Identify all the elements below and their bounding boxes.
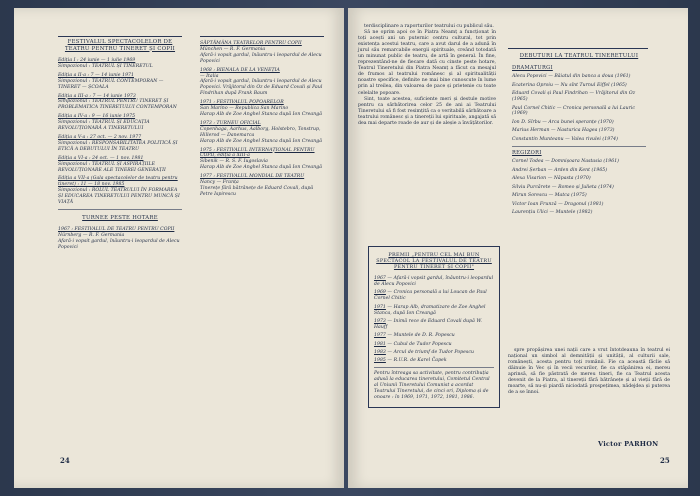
entry-head: 1977 : FESTIVALUL MONDIAL DE TEATRU xyxy=(200,174,305,180)
entry-head: Ediția a VI-a : 24 oct. — 1 nov. 1981 xyxy=(58,155,144,161)
paragraph: terdisciplinare a raporturilor teatrului cu publicul său. xyxy=(364,24,494,29)
entry-body: Simpozionul : TEATRUL PENTRU TINERET ȘI PROBLEMATICA TINERETULUI CONTEMPORAN xyxy=(58,99,177,111)
entry-tail: Afară-i vopsit gardul, înăuntru-i leopardul de Alecu Popovici xyxy=(200,52,322,64)
entry-body: Simpozionul : RESPONSABILITATEA POLITICĂ ȘI ETICĂ A DEBUTULUI ÎN TEATRU xyxy=(58,140,178,152)
list-item: Mirun Sorescu — Matca (1975) xyxy=(512,193,587,199)
list-item: Laurențiu Ulici — Muntele (1982) xyxy=(512,209,593,215)
award-item xyxy=(374,333,494,339)
list-item xyxy=(58,73,182,91)
list-item: Constantin Munteanu — Valea rivulei (1974) xyxy=(512,136,618,142)
list-item: Ion D. Sîrbu — Arca bunei speranțe (1970) xyxy=(512,119,614,125)
list-item: Victor Ioan Frunză — Dragonul (1981) xyxy=(512,201,604,207)
right-page xyxy=(348,8,688,488)
regizori-heading: REGIZORI xyxy=(512,149,542,156)
paragraph: Să ne oprim apoi ce în Piatra Neamț a funcționat în toți acești ani un puternic centru cultural, tot prin existența acestui teatru, care a avut darul de a adună în jurul său remarcabile energii spirituale, creând totodată un minunat public de teatru, de artă în general. În fine, reprezentând-ne de fiecare dată cu cinste peste hotare, Teatrul Tineretului din Piatra Neamț a făcut ca mesajul de frumos al teatrului românesc și al spiritualității noastre specifice, definite ne mai bine cunoscute în lume prin al treilea, din valoarea de pace și prietenie cu toate celelalte popoare. xyxy=(358,30,496,96)
entry-body: Copenhaga, Aarhus, Aalborg, Holstebro, Tonstrup, Hillerod — Danemarca xyxy=(200,126,321,138)
entry-body: Simpozionul : TEATRUL ȘI ASPIRAȚIILE REVOLUȚIONARE ALE TINEREI GENERAȚII xyxy=(58,161,166,173)
list-item: Ecaterina Oproiu — Nu sînt Turnul Eiffel (1965) xyxy=(512,82,627,88)
entry-head: SĂPTĂMÂNA TEATRELOR PENTRU COPII xyxy=(200,41,302,46)
festival-column xyxy=(58,37,182,254)
tours-column xyxy=(200,41,324,201)
paragraph: spre propășirea unei nații care a vrut întotdeauna în teatrul ei național un simbol al demnității și unității, al culturii sale, românești, acesta pentru toți românii. Fie ca această făclie să dăinuie în Vec și în vecii vecurilor, fie ca stăpânirea ei, mereu aprinsă, să fie păstrată de mereu tineri, fie ca Teatrul acesta devenit de la Piatra, al tinereții fără bătrânețe și al vieții fără de moarte, să nu-și piardă niciodată prospețimea, nădejdea și puterea de a se înnoi. xyxy=(508,348,670,396)
award-title: — R.U.R. de Karel Čapek xyxy=(385,358,447,364)
entry-body: Simpozionul : TEATRUL ȘI TINERETUL xyxy=(58,63,153,69)
entry-head: 1973 : TURNEU OFICIAL xyxy=(200,120,261,126)
list-item: Paul Cornel Chitic — Cronica personală a lui Lauric (1969) xyxy=(512,105,636,117)
divider xyxy=(374,367,494,368)
debuts-title: DEBUTURI LA TEATRUL TINERETULUI xyxy=(519,53,639,59)
entry-body: Simpozionul : TEATRUL CONTEMPORAN — TINERET — ȘCOALA xyxy=(58,78,164,90)
list-item xyxy=(200,41,324,65)
list-item xyxy=(58,58,182,70)
award-item xyxy=(374,290,494,302)
list-item: Eduard Covali și Paul Findrihan — Vrăjitorul din Oz (1965) xyxy=(512,91,636,103)
festival-edition-list xyxy=(58,58,182,206)
award-year: 1983 xyxy=(374,350,386,356)
entry-head: Ediția a VII-a (Gala spectacolelor de teatru pentru tineret) : 11 — 18 nov. 1985 xyxy=(58,176,178,188)
award-title: — Cubul de Tudor Popescu xyxy=(385,341,452,347)
award-year: 1969 xyxy=(374,290,386,296)
list-item: Alexa Visarion — Năpasta (1970) xyxy=(512,176,591,182)
awards-title: PREMII „PENTRU CEL MAI BUN SPECTACOL LA FESTIVALUL DE TEATRU PENTRU TINERET ȘI COPII" xyxy=(376,252,492,270)
entry-tail: Afară-i vopsit gardul, înăuntru-i leopardul de Alecu Popovici. Vrăjitorul din Oz de Eduard Covali și Paul Findrihan după Frank Baum xyxy=(200,79,323,97)
list-item: Andrei Șerban — Arden din Kent (1965) xyxy=(512,167,608,173)
list-item: Cornel Todea — Domnișoara Nastasia (1961) xyxy=(512,159,620,165)
awards-list xyxy=(374,276,494,364)
entry-tail: Tinerețe fără bătrânețe de Eduard Covali, după Petre Ispirescu xyxy=(200,185,314,197)
awards-content xyxy=(374,250,494,403)
entry-head: Ediția I : 24 iunie — 1 iulie 1969 xyxy=(58,58,136,63)
award-title: — Cronica personală a lui Loucan de Paul Cornel Chitic xyxy=(374,290,487,302)
entry-body: Nürnberg — R. F. Germania xyxy=(58,233,125,239)
award-item xyxy=(374,350,494,356)
list-item xyxy=(58,176,182,206)
award-title: — Afară-i vopsit gardul, înăuntru-i leopardul de Alecu Popovici xyxy=(374,276,494,287)
tours-title: TURNEE PESTE HOTARE xyxy=(82,214,158,221)
award-item xyxy=(374,276,494,288)
entry-head: Ediția a IV-a : 9 — 16 iunie 1975 xyxy=(58,114,136,120)
entry-body: Nancy — Franța xyxy=(200,180,239,186)
festival-title: FESTIVALUL SPECTACOLELOR DE TEATRU PENTRU TINERET ȘI COPII xyxy=(64,39,176,52)
list-item xyxy=(58,135,182,153)
entry-body: Simpozionul : TEATRUL ȘI EDUCAȚIA REVOLUȚIONARĂ A TINERETULUI xyxy=(58,120,150,132)
festival-box xyxy=(58,36,182,447)
list-item xyxy=(200,174,324,198)
article-text-top xyxy=(358,24,496,127)
tours-box xyxy=(200,36,324,447)
award-year: 1971 xyxy=(374,304,386,310)
award-year: 1973 xyxy=(374,318,386,324)
entry-tail: Harap Alb de Zoe Anghel Stanca după Ion Creangă xyxy=(200,165,323,171)
entry-body: Simpozionul : ROLUL TEATRULUI ÎN FORMAREA ȘI EDUCAREA TINERETULUI PENTRU MUNCĂ ȘI VIAȚĂ xyxy=(58,188,180,206)
debuts-content xyxy=(512,51,646,218)
list-item xyxy=(200,121,324,145)
entry-tail: Harap Alb de Zoe Anghel Stanca după Ion Creangă xyxy=(200,138,323,144)
entry-head: Ediția a III-a : 7 — 14 iunie 1973 xyxy=(58,93,136,99)
dramaturgi-heading: DRAMATURGI xyxy=(512,64,553,71)
paragraph: Sint, toate acestea, suficiente meri și destule motive pentru ca sărbătorirea celor 25 de ani ai Teatrului Tineretului să fi fost resimțită ca o veritabilă sărbătoare a teatrului românesc și a tinereții lui spirituale, angajată să dea mai departe roade de aur și de aleșie a învățătorilor. xyxy=(358,96,496,126)
author-signature: Victor PARHON xyxy=(598,440,659,448)
page-number-right: 25 xyxy=(660,456,670,465)
awards-note: Pentru întreaga sa activitate, pentru contribuția adusă la educarea tineretului, Comitetul Central al Uniunii Tineretului Comunist a acordat Teatrului Tineretului, de cinci ori, Diploma și de onoare : în 1969, 1971, 1972, 1981, 1986. xyxy=(374,371,490,400)
award-item xyxy=(374,305,494,317)
entry-tail: Afară-i vopsit gardul, înăuntru-i leopardul de Alecu Popovici xyxy=(58,239,180,251)
list-item xyxy=(200,68,324,98)
divider xyxy=(58,209,182,210)
entry-head: Ediția a II-a : 7 — 14 iunie 1971 xyxy=(58,72,134,78)
list-item: Alecu Popovici — Băiatul din banca a doua (1961) xyxy=(512,74,631,80)
entry-body: — Italia xyxy=(200,73,219,79)
awards-box xyxy=(368,246,500,408)
entry-head: 1968 : BIENALA DE LA VENEȚIA xyxy=(200,67,280,73)
entry-head: Ediția a V-a : 27 oct. — 2 nov. 1977 xyxy=(58,134,142,140)
entry-body: München — R. F. Germania xyxy=(200,46,266,52)
award-title: — Muntele de D. R. Popescu xyxy=(385,333,455,339)
entry-tail: Harap Alb de Zoe Anghel Stanca după Ion Creangă xyxy=(200,111,323,117)
list-item: Marius Herman — Nasturica Hagea (1973) xyxy=(512,128,615,134)
list-item xyxy=(200,148,324,172)
list-item xyxy=(58,227,182,251)
entry-body: San Marino — Republica San Marino xyxy=(200,106,289,112)
award-title: — Inimă rece de Eduard Covali după W. Hauff xyxy=(374,318,482,330)
list-item xyxy=(200,100,324,118)
list-item xyxy=(58,156,182,174)
award-title: — Harap Alb, dramatizare de Zoe Anghel Stanca, după Ion Creangă xyxy=(374,304,486,316)
list-item: Silviu Purcărete — Romeo și Julieta (1974) xyxy=(512,184,614,190)
tours-list xyxy=(58,227,182,251)
award-title: — Arcul de triumf de Tudor Popescu xyxy=(385,350,474,356)
award-item xyxy=(374,342,494,348)
award-year: 1985 xyxy=(374,358,386,364)
award-year: 1977 xyxy=(374,333,386,339)
award-year: 1981 xyxy=(374,341,386,347)
debuts-box xyxy=(508,48,648,343)
divider xyxy=(512,146,646,147)
entry-body: Sibenik — R. S. F. Iugoslavia xyxy=(200,159,268,165)
entry-head: 1971 : FESTIVALUL POPOARELOR xyxy=(200,100,284,106)
dramaturgi-list xyxy=(512,74,646,142)
award-item xyxy=(374,358,494,364)
regizori-list xyxy=(512,159,646,215)
page-number-left: 24 xyxy=(60,456,70,465)
list-item xyxy=(58,94,182,112)
award-item xyxy=(374,319,494,331)
list-item xyxy=(58,114,182,132)
left-page xyxy=(14,8,344,488)
entry-head: 1967 : FESTIVALUL DE TEATRU PENTRU COPII xyxy=(58,227,175,233)
award-year: 1967 xyxy=(374,276,386,281)
article-text-bottom xyxy=(508,348,670,396)
entry-head: 1975 : FESTIVALUL INTERNAȚIONAL PENTRU COPII, ediția a XIII-a xyxy=(200,147,315,159)
